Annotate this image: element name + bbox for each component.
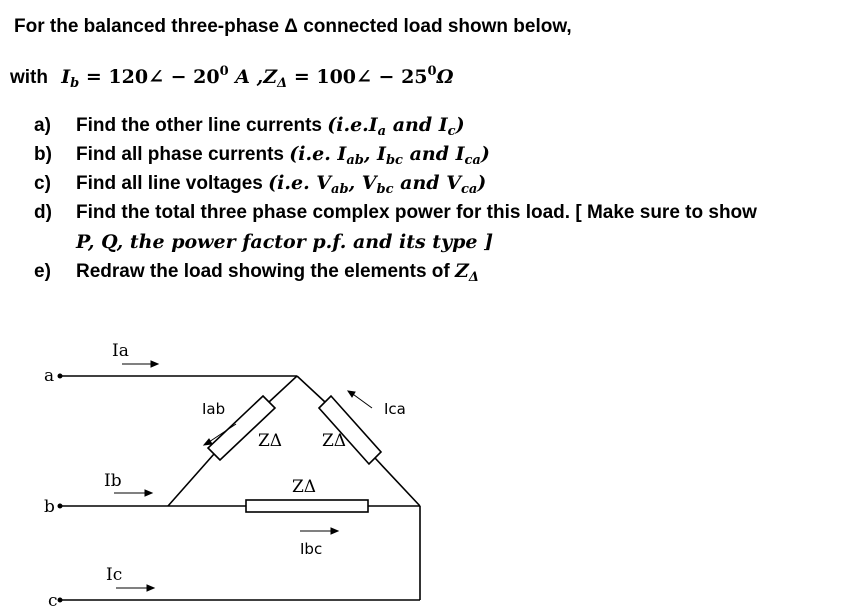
question-label: b) — [34, 144, 52, 165]
arrow-ica-head — [348, 391, 355, 397]
question-math: P, Q, the power factor p.f. and its type ] — [76, 231, 494, 253]
question-label: d) — [34, 202, 52, 223]
ib-value: = 120∠ − $20^0$ — [79, 64, 229, 88]
arrow-ic-head — [147, 585, 154, 591]
question-math: $Z_\Delta$ — [455, 260, 479, 285]
branch-ca-wire-top — [297, 376, 325, 402]
question-math: (i.e. $I_{ab}$, $I_{bc}$ and $I_{ca}$) — [289, 143, 490, 168]
question-label: e) — [34, 261, 51, 282]
branch-ab-wire-bottom — [168, 454, 214, 506]
arrow-ia-head — [151, 361, 158, 367]
impedance-bc-box — [246, 500, 368, 512]
question-text: Find all line voltages — [76, 173, 269, 194]
question-math: ($i.e.I_a$ and $I_c$) — [327, 114, 465, 139]
node-c-label: c — [48, 591, 58, 611]
with-label: with — [10, 67, 48, 88]
node-b-label: b — [44, 497, 55, 517]
z-symbol: $Z_\Delta$ — [263, 66, 288, 91]
node-c-dot — [58, 598, 63, 603]
question-text: Find the other line currents — [76, 115, 328, 136]
ib-label: Ib — [104, 471, 122, 491]
impedance-ca-box — [319, 396, 381, 464]
node-b-dot — [58, 504, 63, 509]
arrow-iab-head — [204, 439, 212, 445]
ia-label: Ia — [112, 341, 129, 361]
branch-ab-wire-top — [269, 376, 297, 402]
ica-label: Ica — [384, 400, 406, 418]
node-a-label: a — [44, 366, 55, 386]
branch-ca-wire-bottom — [375, 458, 420, 506]
arrow-ibc-head — [331, 528, 338, 534]
z-ca-label: ZΔ — [322, 431, 347, 451]
ib-symbol: $I_b$ — [61, 66, 80, 91]
ic-label: Ic — [106, 565, 123, 585]
question-label: c) — [34, 173, 51, 194]
z-bc-label: ZΔ — [292, 477, 317, 497]
ibc-label: Ibc — [300, 540, 323, 558]
iab-label: Iab — [202, 400, 226, 418]
arrow-ib-head — [145, 490, 152, 496]
node-a-dot — [58, 374, 63, 379]
question-label: a) — [34, 115, 51, 136]
intro-line-1: For the balanced three-phase Δ connected load shown below, — [14, 16, 572, 37]
z-ab-label: ZΔ — [258, 431, 283, 451]
z-value: = 100∠ − $25^0\Omega$ — [287, 64, 454, 88]
question-text: Find all phase currents — [76, 144, 290, 165]
question-text: Redraw the load showing the elements of — [76, 261, 455, 282]
question-text: Find the total three phase complex power for this load. [ Make sure to show — [76, 202, 757, 223]
question-math: (i.e. $V_{ab}$, $V_{bc}$ and $V_{ca}$) — [268, 172, 487, 197]
ib-unit: A , — [228, 66, 264, 88]
